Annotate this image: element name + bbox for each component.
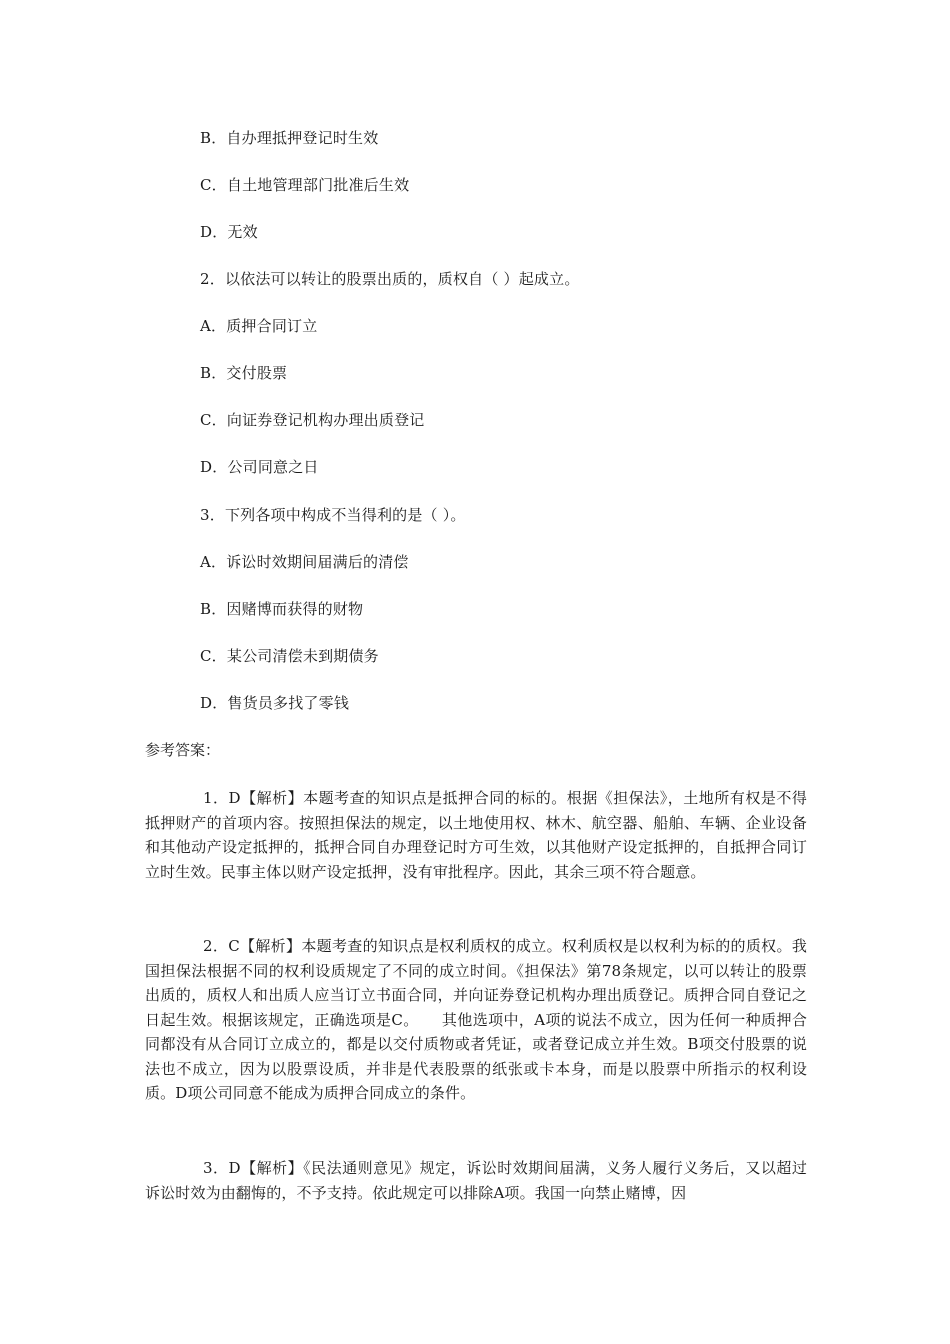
q3-stem: 3．下列各项中构成不当得利的是（ ）。 <box>200 506 466 524</box>
q1-option-b: B．自办理抵押登记时生效 <box>200 129 379 147</box>
q3-option-d: D．售货员多找了零钱 <box>200 694 350 712</box>
q2-option-a: A．质押合同订立 <box>200 317 318 335</box>
q3-option-b: B．因赌博而获得的财物 <box>200 600 364 618</box>
answers-heading: 参考答案： <box>145 741 221 759</box>
answer-1-paragraph: 1．D【解析】本题考查的知识点是抵押合同的标的。根据《担保法》，土地所有权是不得抵押财产的首项内容。按照担保法的规定，以土地使用权、林木、航空器、船舶、车辆、企业设备和其他动产设定抵押的，抵押合同自办理登记时方可生效，以其他财产设定抵押的，自抵押合同订立时生效。民事主体以财产设定抵押，没有审批程序。因此，其余三项不符合题意。 <box>145 789 807 881</box>
q2-option-b: B．交付股票 <box>200 364 288 382</box>
q3-option-a: A．诉讼时效期间届满后的清偿 <box>200 553 409 571</box>
q3-option-c: C．某公司清偿未到期债务 <box>200 647 379 665</box>
answer-3-paragraph: 3．D【解析】《民法通则意见》规定，诉讼时效期间届满，义务人履行义务后，又以超过诉讼时效为由翻悔的，不予支持。依此规定可以排除A项。我国一向禁止赌博，因 <box>145 1159 807 1202</box>
q1-option-c: C．自土地管理部门批准后生效 <box>200 176 410 194</box>
q2-stem: 2．以依法可以转让的股票出质的，质权自（ ）起成立。 <box>200 270 580 288</box>
answer-2-paragraph: 2．C【解析】本题考查的知识点是权利质权的成立。权利质权是以权利为标的的质权。我国担保法根据不同的权利设质规定了不同的成立时间。《担保法》第78条规定，以可以转让的股票出质的，质权人和出质人应当订立书面合同，并向证券登记机构办理出质登记。质押合同自登记之日起生效。根据该规定，正确选项是C。 其他选项中，A项的说法不成立，因为任何一种质押合同都没有从合同订立成立的，都是以交付质物或者凭证，或者登记成立并生效。B项交付股票的说法也不成立，因为以股票设质，并非是代表股票的纸张或卡本身，而是以股票中所指示的权利设质。D项公司同意不能成为质押合同成立的条件。 <box>145 937 807 1102</box>
q1-option-d: D．无效 <box>200 223 258 241</box>
q2-option-d: D．公司同意之日 <box>200 458 319 476</box>
q2-option-c: C．向证券登记机构办理出质登记 <box>200 411 425 429</box>
